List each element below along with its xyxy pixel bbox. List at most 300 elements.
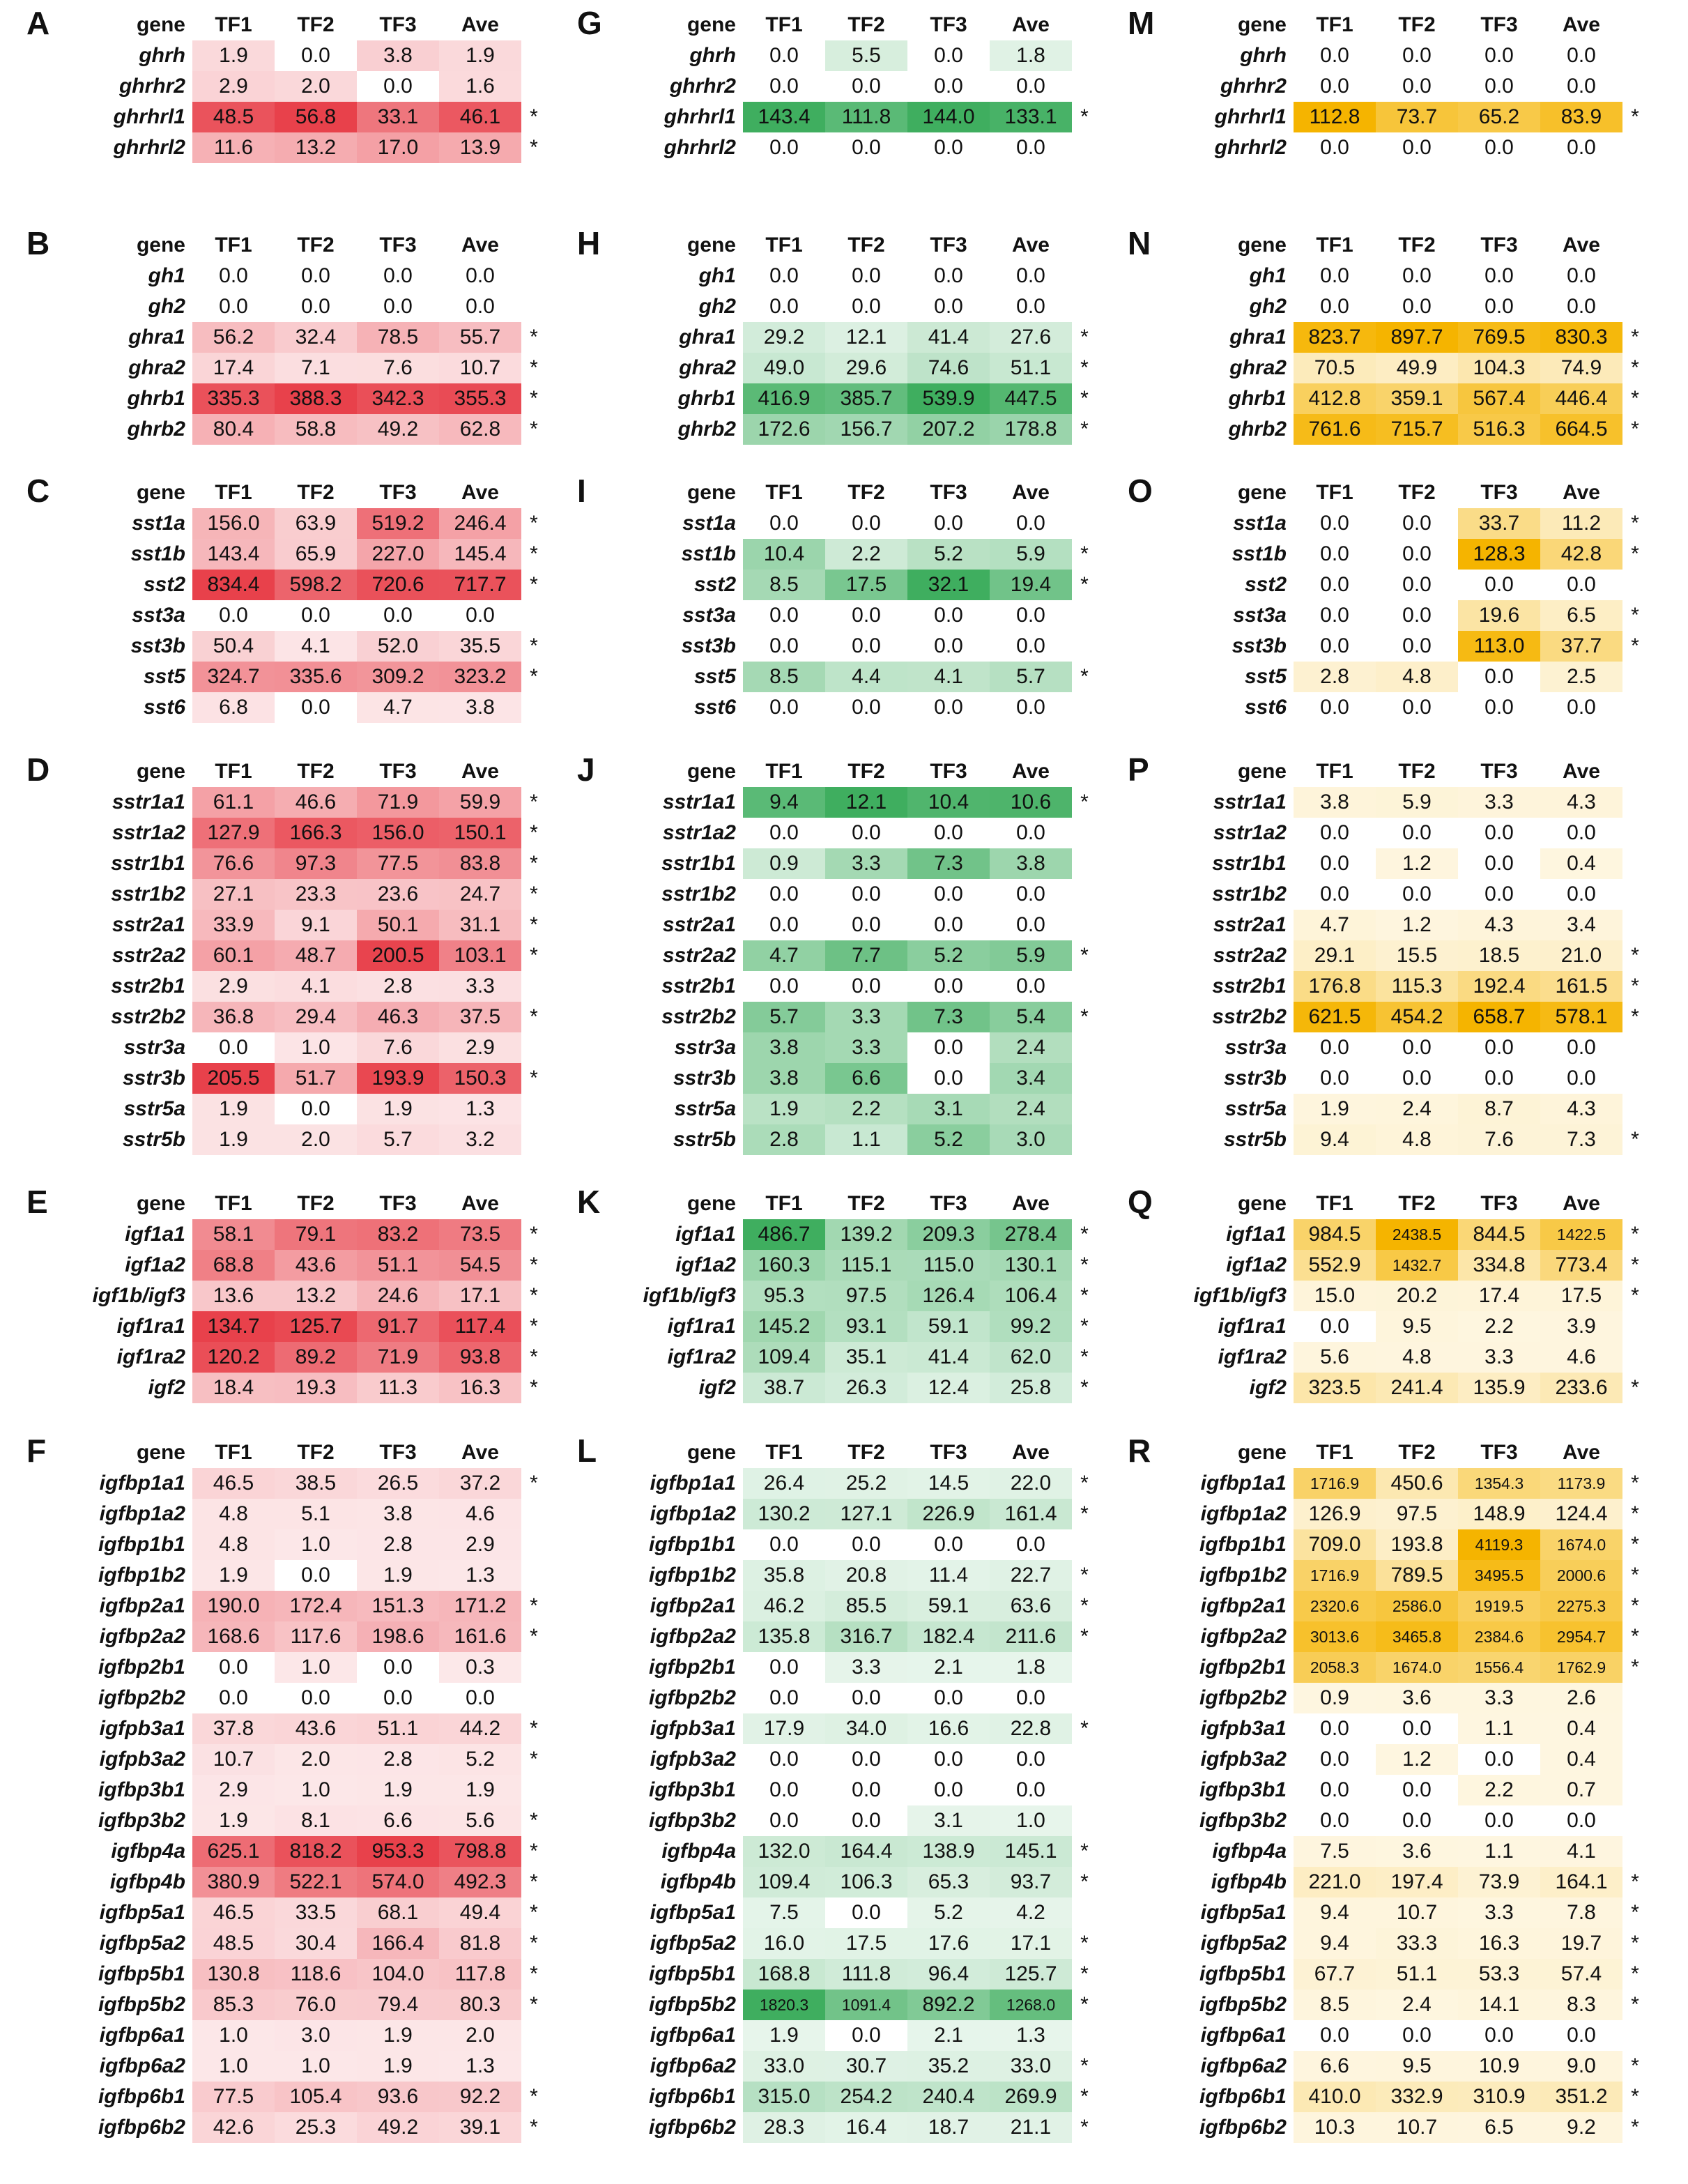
heatmap-cell: 0.0 — [1458, 132, 1540, 163]
gene-label: ghrh — [139, 44, 185, 67]
heatmap-cell: 1.1 — [825, 1124, 907, 1155]
significance-star — [1627, 910, 1643, 940]
significance-star: * — [530, 1870, 538, 1893]
table-row — [577, 1063, 1093, 1094]
heatmap-cell: 161.4 — [990, 1499, 1072, 1529]
column-header-tf3: TF3 — [1480, 481, 1518, 504]
gene-label: sstr1b1 — [111, 852, 185, 875]
gene-label: sstr5b — [122, 1128, 185, 1151]
panel-letter: F — [26, 1433, 47, 1469]
gene-label: igfbp2b2 — [98, 1686, 185, 1709]
heatmap-cell: 0.0 — [743, 1744, 825, 1775]
heatmap-cell: 2.4 — [990, 1032, 1072, 1063]
heatmap-cell: 176.8 — [1294, 971, 1376, 1002]
significance-star: * — [1080, 387, 1089, 410]
column-header-ave: Ave — [461, 13, 499, 36]
heatmap-cell: 29.6 — [825, 353, 907, 383]
heatmap-cell: 19.4 — [990, 570, 1072, 600]
heatmap-cell: 113.0 — [1458, 631, 1540, 662]
table-row — [26, 1032, 542, 1063]
heatmap-cell: 3.0 — [275, 2020, 357, 2051]
heatmap-cell: 145.4 — [439, 539, 521, 570]
heatmap-cell: 834.4 — [192, 570, 275, 600]
significance-star: * — [530, 542, 538, 565]
gene-label: sst2 — [143, 573, 185, 596]
header-row — [26, 1189, 542, 1219]
heatmap-cell: 1.3 — [990, 2020, 1072, 2051]
heatmap-cell: 0.0 — [825, 71, 907, 102]
heatmap-cell: 492.3 — [439, 1867, 521, 1897]
heatmap-cell: 2.9 — [192, 971, 275, 1002]
table-row — [1128, 662, 1643, 692]
column-header-ave: Ave — [1563, 1441, 1600, 1464]
gene-label: sstr1b2 — [111, 883, 185, 906]
significance-star — [1076, 508, 1093, 539]
significance-star: * — [530, 1840, 538, 1863]
gene-label: gh2 — [1249, 295, 1287, 318]
table-row — [1128, 1713, 1643, 1744]
heatmap-cell: 0.0 — [1294, 291, 1376, 322]
heatmap-cell: 139.2 — [825, 1219, 907, 1250]
heatmap-cell: 3.2 — [439, 1124, 521, 1155]
heatmap-cell: 0.0 — [743, 1775, 825, 1805]
table-row — [577, 1683, 1093, 1713]
heatmap-cell: 44.2 — [439, 1713, 521, 1744]
heatmap-cell: 65.3 — [907, 1867, 990, 1897]
table-row — [26, 1342, 542, 1373]
heatmap-cell: 197.4 — [1376, 1867, 1458, 1897]
significance-star: * — [530, 1472, 538, 1495]
significance-star — [1076, 40, 1093, 71]
heatmap-cell: 50.4 — [192, 631, 275, 662]
heatmap-cell: 58.8 — [275, 414, 357, 445]
heatmap-cell: 46.5 — [192, 1897, 275, 1928]
panel-letter: C — [26, 473, 50, 509]
heatmap-cell: 32.4 — [275, 322, 357, 353]
table-row — [577, 1867, 1093, 1897]
significance-star: * — [1631, 1962, 1639, 1985]
heatmap-cell: 15.0 — [1294, 1281, 1376, 1311]
heatmap-cell: 3465.8 — [1376, 1621, 1458, 1652]
heatmap-cell: 5.1 — [275, 1499, 357, 1529]
gene-label: igfbp1b1 — [1199, 1533, 1287, 1556]
significance-star: * — [530, 821, 538, 844]
heatmap-cell: 2.8 — [357, 1744, 439, 1775]
heatmap-cell: 310.9 — [1458, 2082, 1540, 2112]
gene-column-header: gene — [686, 760, 736, 783]
gene-label: sst1a — [682, 512, 736, 535]
heatmap-cell: 43.6 — [275, 1713, 357, 1744]
heatmap-cell: 0.0 — [357, 600, 439, 631]
heatmap-cell: 0.0 — [192, 600, 275, 631]
heatmap-cell: 46.5 — [192, 1468, 275, 1499]
gene-label: igfpb3a2 — [650, 1748, 736, 1771]
gene-column-header: gene — [686, 1192, 736, 1215]
significance-star: * — [1631, 1284, 1639, 1307]
heatmap-cell: 0.0 — [825, 631, 907, 662]
gene-label: sstr3b — [673, 1067, 736, 1090]
heatmap-cell: 17.1 — [439, 1281, 521, 1311]
heatmap-cell: 9.4 — [743, 787, 825, 818]
heatmap-cell: 0.0 — [1294, 1311, 1376, 1342]
heatmap-cell: 0.0 — [825, 1897, 907, 1928]
heatmap-cell: 0.0 — [1458, 1063, 1540, 1094]
significance-star: * — [530, 1625, 538, 1648]
heatmap-cell: 0.0 — [1458, 291, 1540, 322]
heatmap-cell: 0.0 — [825, 692, 907, 723]
gene-column-header: gene — [1237, 234, 1287, 257]
heatmap-cell: 37.7 — [1540, 631, 1622, 662]
heatmap-cell: 0.0 — [743, 71, 825, 102]
table-row — [577, 1002, 1093, 1032]
significance-star — [525, 1652, 542, 1683]
gene-label: igf1ra1 — [116, 1315, 185, 1338]
heatmap-cell: 24.6 — [357, 1281, 439, 1311]
heatmap-cell: 11.3 — [357, 1373, 439, 1403]
heatmap-cell: 0.0 — [1458, 1805, 1540, 1836]
heatmap-cell: 486.7 — [743, 1219, 825, 1250]
table-row — [577, 1959, 1093, 1990]
table-row — [577, 570, 1093, 600]
heatmap-cell: 166.3 — [275, 818, 357, 848]
heatmap-cell: 71.9 — [357, 1342, 439, 1373]
column-header-ave: Ave — [461, 234, 499, 257]
significance-star — [1076, 261, 1093, 291]
column-header-tf1: TF1 — [765, 1441, 803, 1464]
heatmap-cell: 221.0 — [1294, 1867, 1376, 1897]
gene-label: igfbp6a1 — [1200, 2024, 1287, 2047]
heatmap-cell: 13.9 — [439, 132, 521, 163]
heatmap-cell: 0.0 — [275, 261, 357, 291]
significance-star — [1627, 132, 1643, 163]
significance-star: * — [530, 573, 538, 596]
heatmap-cell: 446.4 — [1540, 383, 1622, 414]
heatmap-cell: 10.4 — [907, 787, 990, 818]
significance-star — [1076, 1775, 1093, 1805]
gene-label: igfbp2a2 — [99, 1625, 185, 1648]
heatmap-cell: 50.1 — [357, 910, 439, 940]
significance-star: * — [1631, 634, 1639, 657]
heatmap-cell: 26.3 — [825, 1373, 907, 1403]
heatmap-cell: 89.2 — [275, 1342, 357, 1373]
significance-star — [1627, 787, 1643, 818]
heatmap-cell: 0.0 — [1376, 132, 1458, 163]
heatmap-cell: 10.7 — [1376, 2112, 1458, 2143]
heatmap-cell: 0.0 — [1376, 692, 1458, 723]
significance-star — [1627, 1063, 1643, 1094]
heatmap-cell: 522.1 — [275, 1867, 357, 1897]
heatmap-cell: 1.9 — [192, 1560, 275, 1591]
column-header-tf1: TF1 — [1316, 1441, 1353, 1464]
heatmap-cell: 844.5 — [1458, 1219, 1540, 1250]
heatmap-cell: 60.1 — [192, 940, 275, 971]
heatmap-cell: 227.0 — [357, 539, 439, 570]
significance-star — [525, 261, 542, 291]
heatmap-cell: 0.0 — [907, 600, 990, 631]
heatmap-cell: 164.4 — [825, 1836, 907, 1867]
heatmap-cell: 2.9 — [439, 1032, 521, 1063]
gene-label: igfbp1b2 — [98, 1564, 185, 1587]
heatmap-cell: 49.0 — [743, 353, 825, 383]
significance-star — [525, 600, 542, 631]
heatmap-cell: 16.4 — [825, 2112, 907, 2143]
heatmap-cell: 41.4 — [907, 1342, 990, 1373]
heatmap-cell: 0.0 — [990, 971, 1072, 1002]
significance-star — [1076, 291, 1093, 322]
table-row — [26, 879, 542, 910]
heatmap-cell: 32.1 — [907, 570, 990, 600]
gene-label: igfbp1a1 — [99, 1472, 185, 1495]
heatmap-cell: 160.3 — [743, 1250, 825, 1281]
gene-label: igfbp6a2 — [1200, 2054, 1287, 2077]
significance-star: * — [1631, 1870, 1639, 1893]
table-row — [577, 1621, 1093, 1652]
heatmap-cell: 0.0 — [907, 71, 990, 102]
heatmap-cell: 58.1 — [192, 1219, 275, 1250]
heatmap-cell: 7.1 — [275, 353, 357, 383]
table-row — [1128, 261, 1643, 291]
gene-label: igfbp2b2 — [649, 1686, 736, 1709]
heatmap-cell: 43.6 — [275, 1250, 357, 1281]
gene-label: sst1b — [681, 542, 736, 565]
heatmap-cell: 0.0 — [1540, 570, 1622, 600]
significance-star: * — [1080, 1564, 1089, 1587]
gene-label: ghra2 — [128, 356, 185, 379]
heatmap-cell: 0.0 — [275, 692, 357, 723]
heatmap-cell: 0.0 — [1294, 818, 1376, 848]
gene-label: igfbp2b1 — [98, 1656, 185, 1679]
heatmap-cell: 0.0 — [743, 971, 825, 1002]
heatmap-cell: 2.8 — [743, 1124, 825, 1155]
table-row — [577, 383, 1093, 414]
gene-label: igfbp1a1 — [650, 1472, 736, 1495]
heatmap-cell: 192.4 — [1458, 971, 1540, 1002]
table-row — [577, 40, 1093, 71]
significance-star: * — [1080, 2085, 1089, 2108]
heatmap-cell: 77.5 — [192, 2082, 275, 2112]
significance-star — [525, 692, 542, 723]
heatmap-cell: 5.2 — [907, 539, 990, 570]
heatmap-cell: 0.0 — [907, 879, 990, 910]
heatmap-cell: 0.0 — [743, 692, 825, 723]
heatmap-cell: 9.5 — [1376, 1311, 1458, 1342]
significance-star: * — [530, 944, 538, 967]
gene-column-header: gene — [1237, 13, 1287, 36]
heatmap-cell: 4.4 — [825, 662, 907, 692]
heatmap-cell: 1.8 — [990, 40, 1072, 71]
heatmap-cell: 33.0 — [743, 2051, 825, 2082]
table-row — [577, 322, 1093, 353]
gene-label: ghrhrl2 — [1214, 136, 1287, 159]
heatmap-cell: 83.2 — [357, 1219, 439, 1250]
heatmap-cell: 93.6 — [357, 2082, 439, 2112]
significance-star — [1076, 692, 1093, 723]
significance-star — [1627, 1683, 1643, 1713]
heatmap-cell: 0.0 — [825, 910, 907, 940]
gene-label: igfbp3b2 — [98, 1809, 185, 1832]
heatmap-cell: 0.0 — [1458, 1032, 1540, 1063]
heatmap-cell: 0.0 — [907, 971, 990, 1002]
column-header-tf2: TF2 — [847, 1441, 885, 1464]
heatmap-cell: 3.6 — [1376, 1683, 1458, 1713]
heatmap-cell: 0.0 — [907, 132, 990, 163]
heatmap-cell: 0.0 — [1540, 879, 1622, 910]
heatmap-cell: 0.0 — [1458, 818, 1540, 848]
table-row — [577, 1468, 1093, 1499]
table-row — [577, 414, 1093, 445]
heatmap-cell: 3.8 — [357, 40, 439, 71]
heatmap-cell: 7.5 — [743, 1897, 825, 1928]
heatmap-cell: 0.0 — [1294, 71, 1376, 102]
gene-column-header: gene — [686, 1441, 736, 1464]
heatmap-cell: 5.9 — [1376, 787, 1458, 818]
heatmap-cell: 1.0 — [275, 2051, 357, 2082]
table-row — [1128, 2082, 1643, 2112]
heatmap-cell: 0.0 — [825, 1683, 907, 1713]
heatmap-cell: 0.0 — [990, 910, 1072, 940]
heatmap-cell: 0.0 — [990, 692, 1072, 723]
heatmap-cell: 168.8 — [743, 1959, 825, 1990]
heatmap-cell: 0.0 — [192, 1683, 275, 1713]
heatmap-cell: 16.6 — [907, 1713, 990, 1744]
heatmap-cell: 10.7 — [192, 1744, 275, 1775]
gene-label: ghra2 — [1229, 356, 1287, 379]
heatmap-cell: 161.6 — [439, 1621, 521, 1652]
table-row — [26, 1373, 542, 1403]
table-row — [1128, 1342, 1643, 1373]
heatmap-cell: 65.2 — [1458, 102, 1540, 132]
gene-label: igfbp5a2 — [650, 1932, 736, 1955]
heatmap-cell: 2.0 — [275, 71, 357, 102]
heatmap-cell: 13.2 — [275, 132, 357, 163]
table-row — [26, 971, 542, 1002]
heatmap-cell: 46.2 — [743, 1591, 825, 1621]
column-header-tf3: TF3 — [379, 1192, 417, 1215]
column-header-tf2: TF2 — [847, 13, 885, 36]
heatmap-cell: 2.8 — [357, 1529, 439, 1560]
heatmap-cell: 33.9 — [192, 910, 275, 940]
gene-label: igf1ra2 — [1218, 1345, 1287, 1368]
table-row — [1128, 1591, 1643, 1621]
table-row — [26, 291, 542, 322]
significance-star — [1076, 1683, 1093, 1713]
table-row — [577, 2112, 1093, 2143]
gene-label: ghrhr2 — [669, 75, 736, 98]
heatmap-cell: 4.8 — [192, 1529, 275, 1560]
table-row — [26, 1836, 542, 1867]
heatmap-cell: 22.8 — [990, 1713, 1072, 1744]
heatmap-cell: 156.7 — [825, 414, 907, 445]
table-row — [1128, 940, 1643, 971]
heatmap-cell: 92.2 — [439, 2082, 521, 2112]
heatmap-cell: 150.1 — [439, 818, 521, 848]
heatmap-cell: 143.4 — [192, 539, 275, 570]
significance-star: * — [530, 136, 538, 159]
heatmap-cell: 17.1 — [990, 1928, 1072, 1959]
column-header-tf2: TF2 — [847, 234, 885, 257]
heatmap-cell: 49.4 — [439, 1897, 521, 1928]
table-row — [26, 1775, 542, 1805]
heatmap-cell: 0.0 — [743, 132, 825, 163]
table-row — [26, 1124, 542, 1155]
gene-label: igf1a2 — [125, 1253, 185, 1276]
heatmap-cell: 207.2 — [907, 414, 990, 445]
gene-label: sstr1a2 — [662, 821, 736, 844]
heatmap-cell: 1.9 — [1294, 1094, 1376, 1124]
heatmap-cell: 48.5 — [192, 102, 275, 132]
heatmap-cell: 52.0 — [357, 631, 439, 662]
heatmap-cell: 0.0 — [907, 508, 990, 539]
heatmap-cell: 0.0 — [192, 1652, 275, 1683]
significance-star — [1627, 1032, 1643, 1063]
heatmap-cell: 56.8 — [275, 102, 357, 132]
heatmap-cell: 27.1 — [192, 879, 275, 910]
heatmap-cell: 0.0 — [907, 818, 990, 848]
heatmap-cell: 74.9 — [1540, 353, 1622, 383]
column-header-tf1: TF1 — [765, 1192, 803, 1215]
heatmap-cell: 120.2 — [192, 1342, 275, 1373]
table-row — [577, 1250, 1093, 1281]
table-row — [26, 1281, 542, 1311]
heatmap-cell: 241.4 — [1376, 1373, 1458, 1403]
heatmap-cell: 168.6 — [192, 1621, 275, 1652]
heatmap-cell: 798.8 — [439, 1836, 521, 1867]
heatmap-cell: 51.7 — [275, 1063, 357, 1094]
table-row — [577, 291, 1093, 322]
heatmap-cell: 29.4 — [275, 1002, 357, 1032]
heatmap-cell: 1674.0 — [1376, 1652, 1458, 1683]
table-row — [1128, 2051, 1643, 2082]
significance-star: * — [530, 2085, 538, 2108]
panel-letter: N — [1128, 225, 1151, 261]
heatmap-cell: 7.6 — [357, 1032, 439, 1063]
heatmap-cell: 13.6 — [192, 1281, 275, 1311]
heatmap-cell: 519.2 — [357, 508, 439, 539]
heatmap-cell: 323.5 — [1294, 1373, 1376, 1403]
gene-label: sst3b — [130, 634, 185, 657]
heatmap-cell: 0.0 — [1376, 600, 1458, 631]
panel-letter: D — [26, 751, 50, 788]
gene-column-header: gene — [136, 1441, 185, 1464]
column-header-tf3: TF3 — [379, 13, 417, 36]
heatmap-cell: 7.3 — [907, 1002, 990, 1032]
table-row — [26, 940, 542, 971]
column-header-tf3: TF3 — [1480, 13, 1518, 36]
heatmap-cell: 2.2 — [1458, 1311, 1540, 1342]
significance-star: * — [1080, 1993, 1089, 2016]
heatmap-cell: 598.2 — [275, 570, 357, 600]
significance-star — [1627, 1311, 1643, 1342]
table-row — [26, 1063, 542, 1094]
heatmap-cell: 11.4 — [907, 1560, 990, 1591]
significance-star: * — [530, 1253, 538, 1276]
heatmap-cell: 145.1 — [990, 1836, 1072, 1867]
gene-column-header: gene — [136, 234, 185, 257]
heatmap-cell: 48.5 — [192, 1928, 275, 1959]
heatmap-cell: 0.0 — [1294, 631, 1376, 662]
heatmap-cell: 3.9 — [1540, 1311, 1622, 1342]
heatmap-cell: 0.0 — [1294, 261, 1376, 291]
significance-star — [525, 1683, 542, 1713]
heatmap-cell: 5.5 — [825, 40, 907, 71]
heatmap-cell: 0.0 — [1376, 570, 1458, 600]
heatmap-cell: 125.7 — [990, 1959, 1072, 1990]
significance-star — [525, 2020, 542, 2051]
heatmap-cell: 0.0 — [825, 818, 907, 848]
gene-label: igfbp2a1 — [99, 1594, 185, 1617]
heatmap-cell: 0.0 — [825, 600, 907, 631]
table-row — [26, 1311, 542, 1342]
